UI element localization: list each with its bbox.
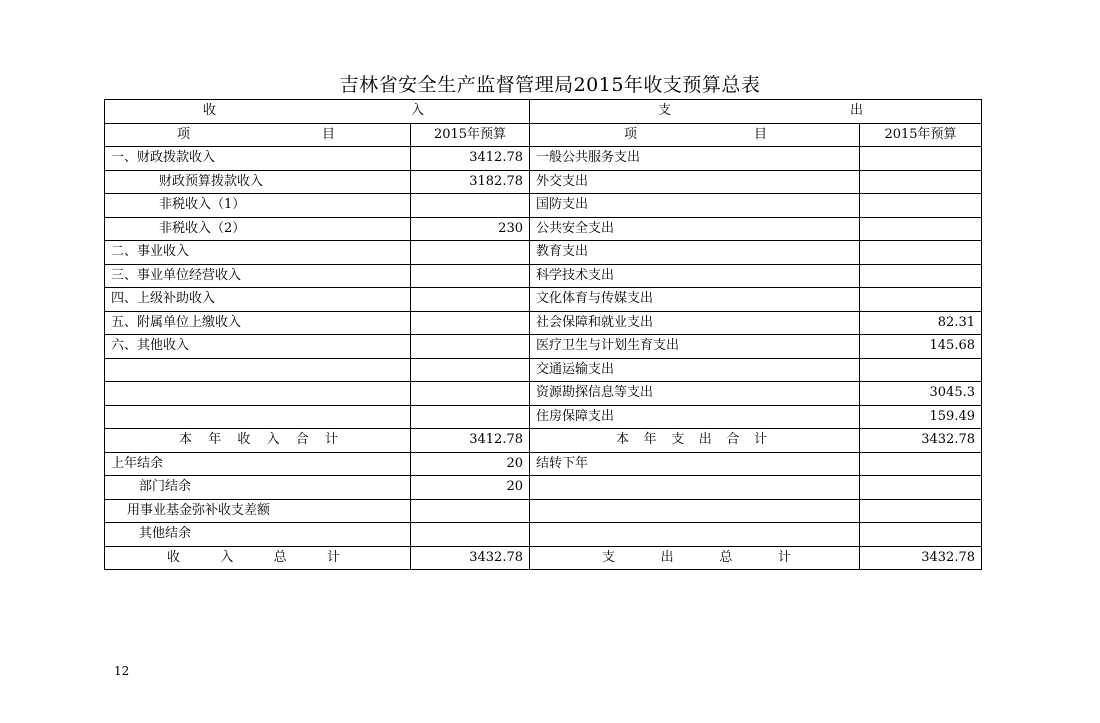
expense-amount: 82.31	[860, 311, 982, 335]
expense-section-header	[530, 100, 982, 124]
income-item	[105, 405, 411, 429]
empty-cell	[860, 476, 982, 500]
income-section-header	[105, 100, 530, 124]
dept-balance-amount: 20	[411, 476, 530, 500]
label-char: 计	[753, 432, 767, 448]
page-title: 吉林省安全生产监督管理局2015年收支预算总表	[339, 74, 761, 96]
table-row	[105, 147, 982, 171]
expense-subtotal-label	[530, 429, 860, 453]
empty-cell	[860, 523, 982, 547]
header-char: 目	[321, 126, 335, 142]
header-char: 目	[753, 126, 767, 142]
income-amount	[411, 405, 530, 429]
header-char: 项	[177, 126, 191, 142]
carry-forward-amount	[860, 452, 982, 476]
label-char: 年	[643, 432, 657, 448]
empty-cell	[530, 523, 860, 547]
expense-amount	[860, 170, 982, 194]
income-item-header	[105, 123, 411, 147]
table-row	[105, 335, 982, 359]
empty-cell	[530, 499, 860, 523]
expense-subtotal-amount: 3432.78	[860, 429, 982, 453]
income-total-label	[105, 546, 411, 570]
income-item: 四、上级补助收入	[105, 288, 411, 312]
label-char: 总	[273, 549, 287, 565]
table-row	[105, 358, 982, 382]
header-char: 收	[203, 103, 217, 119]
budget-summary-table	[104, 99, 982, 570]
income-item	[105, 382, 411, 406]
carry-forward-label: 结转下年	[530, 452, 860, 476]
expense-item: 公共安全支出	[530, 217, 860, 241]
label-char: 本	[179, 432, 193, 448]
expense-item: 住房保障支出	[530, 405, 860, 429]
income-item: 非税收入（2）	[105, 217, 411, 241]
expense-amount	[860, 264, 982, 288]
expense-total-label	[530, 546, 860, 570]
label-char: 计	[777, 549, 791, 565]
income-amount	[411, 311, 530, 335]
table-row	[105, 194, 982, 218]
last-year-balance-label: 上年结余	[105, 452, 411, 476]
header-char: 入	[410, 103, 424, 119]
fund-label: 用事业基金弥补收支差额	[105, 499, 411, 523]
income-amount: 3182.78	[411, 170, 530, 194]
expense-item: 一般公共服务支出	[530, 147, 860, 171]
expense-item: 文化体育与传媒支出	[530, 288, 860, 312]
income-item: 非税收入（1）	[105, 194, 411, 218]
expense-amount	[860, 217, 982, 241]
income-item: 三、事业单位经营收入	[105, 264, 411, 288]
dept-balance-label: 部门结余	[105, 476, 411, 500]
expense-item: 国防支出	[530, 194, 860, 218]
table-row	[105, 288, 982, 312]
table-row	[105, 499, 982, 523]
grand-total-row	[105, 546, 982, 570]
table-row	[105, 452, 982, 476]
label-char: 出	[698, 432, 712, 448]
empty-cell	[860, 499, 982, 523]
expense-amount: 3045.3	[860, 382, 982, 406]
table-row	[105, 311, 982, 335]
expense-item: 社会保障和就业支出	[530, 311, 860, 335]
table-row	[105, 170, 982, 194]
income-amount	[411, 358, 530, 382]
page-number: 12	[114, 664, 130, 678]
income-amount: 230	[411, 217, 530, 241]
expense-year-header: 2015年预算	[860, 123, 982, 147]
column-header-row	[105, 123, 982, 147]
income-item: 财政预算拨款收入	[105, 170, 411, 194]
header-char: 出	[849, 103, 863, 119]
table-row	[105, 405, 982, 429]
income-subtotal-label	[105, 429, 411, 453]
label-char: 合	[295, 432, 309, 448]
expense-amount	[860, 241, 982, 265]
income-amount	[411, 241, 530, 265]
label-char: 入	[220, 549, 234, 565]
income-amount	[411, 194, 530, 218]
expense-item: 教育支出	[530, 241, 860, 265]
expense-item: 科学技术支出	[530, 264, 860, 288]
label-char: 支	[671, 432, 685, 448]
table-row	[105, 523, 982, 547]
table-row	[105, 217, 982, 241]
label-char: 计	[324, 432, 338, 448]
income-item: 五、附属单位上缴收入	[105, 311, 411, 335]
subtotal-row	[105, 429, 982, 453]
expense-item: 医疗卫生与计划生育支出	[530, 335, 860, 359]
table-row	[105, 241, 982, 265]
header-char: 支	[658, 103, 672, 119]
label-char: 合	[726, 432, 740, 448]
expense-total-amount: 3432.78	[860, 546, 982, 570]
income-item: 一、财政拨款收入	[105, 147, 411, 171]
expense-amount: 145.68	[860, 335, 982, 359]
fund-amount	[411, 499, 530, 523]
table-row	[105, 476, 982, 500]
expense-amount	[860, 358, 982, 382]
expense-item: 外交支出	[530, 170, 860, 194]
income-amount	[411, 382, 530, 406]
expense-amount	[860, 194, 982, 218]
label-char: 出	[660, 549, 674, 565]
expense-amount	[860, 288, 982, 312]
label-char: 年	[208, 432, 222, 448]
label-char: 支	[602, 549, 616, 565]
label-char: 收	[237, 432, 251, 448]
table-row	[105, 264, 982, 288]
other-balance-amount	[411, 523, 530, 547]
income-amount	[411, 288, 530, 312]
label-char: 收	[167, 549, 181, 565]
section-header-row	[105, 100, 982, 124]
income-amount	[411, 264, 530, 288]
label-char: 计	[326, 549, 340, 565]
expense-item: 交通运输支出	[530, 358, 860, 382]
header-char: 项	[624, 126, 638, 142]
label-char: 本	[616, 432, 630, 448]
table-row	[105, 382, 982, 406]
label-char: 总	[719, 549, 733, 565]
last-year-balance-amount: 20	[411, 452, 530, 476]
income-item	[105, 358, 411, 382]
expense-amount: 159.49	[860, 405, 982, 429]
empty-cell	[530, 476, 860, 500]
other-balance-label: 其他结余	[105, 523, 411, 547]
income-item: 六、其他收入	[105, 335, 411, 359]
income-total-amount: 3432.78	[411, 546, 530, 570]
income-year-header: 2015年预算	[411, 123, 530, 147]
expense-item: 资源勘探信息等支出	[530, 382, 860, 406]
income-amount: 3412.78	[411, 147, 530, 171]
label-char: 入	[266, 432, 280, 448]
income-item: 二、事业收入	[105, 241, 411, 265]
expense-amount	[860, 147, 982, 171]
income-subtotal-amount: 3412.78	[411, 429, 530, 453]
expense-item-header	[530, 123, 860, 147]
income-amount	[411, 335, 530, 359]
